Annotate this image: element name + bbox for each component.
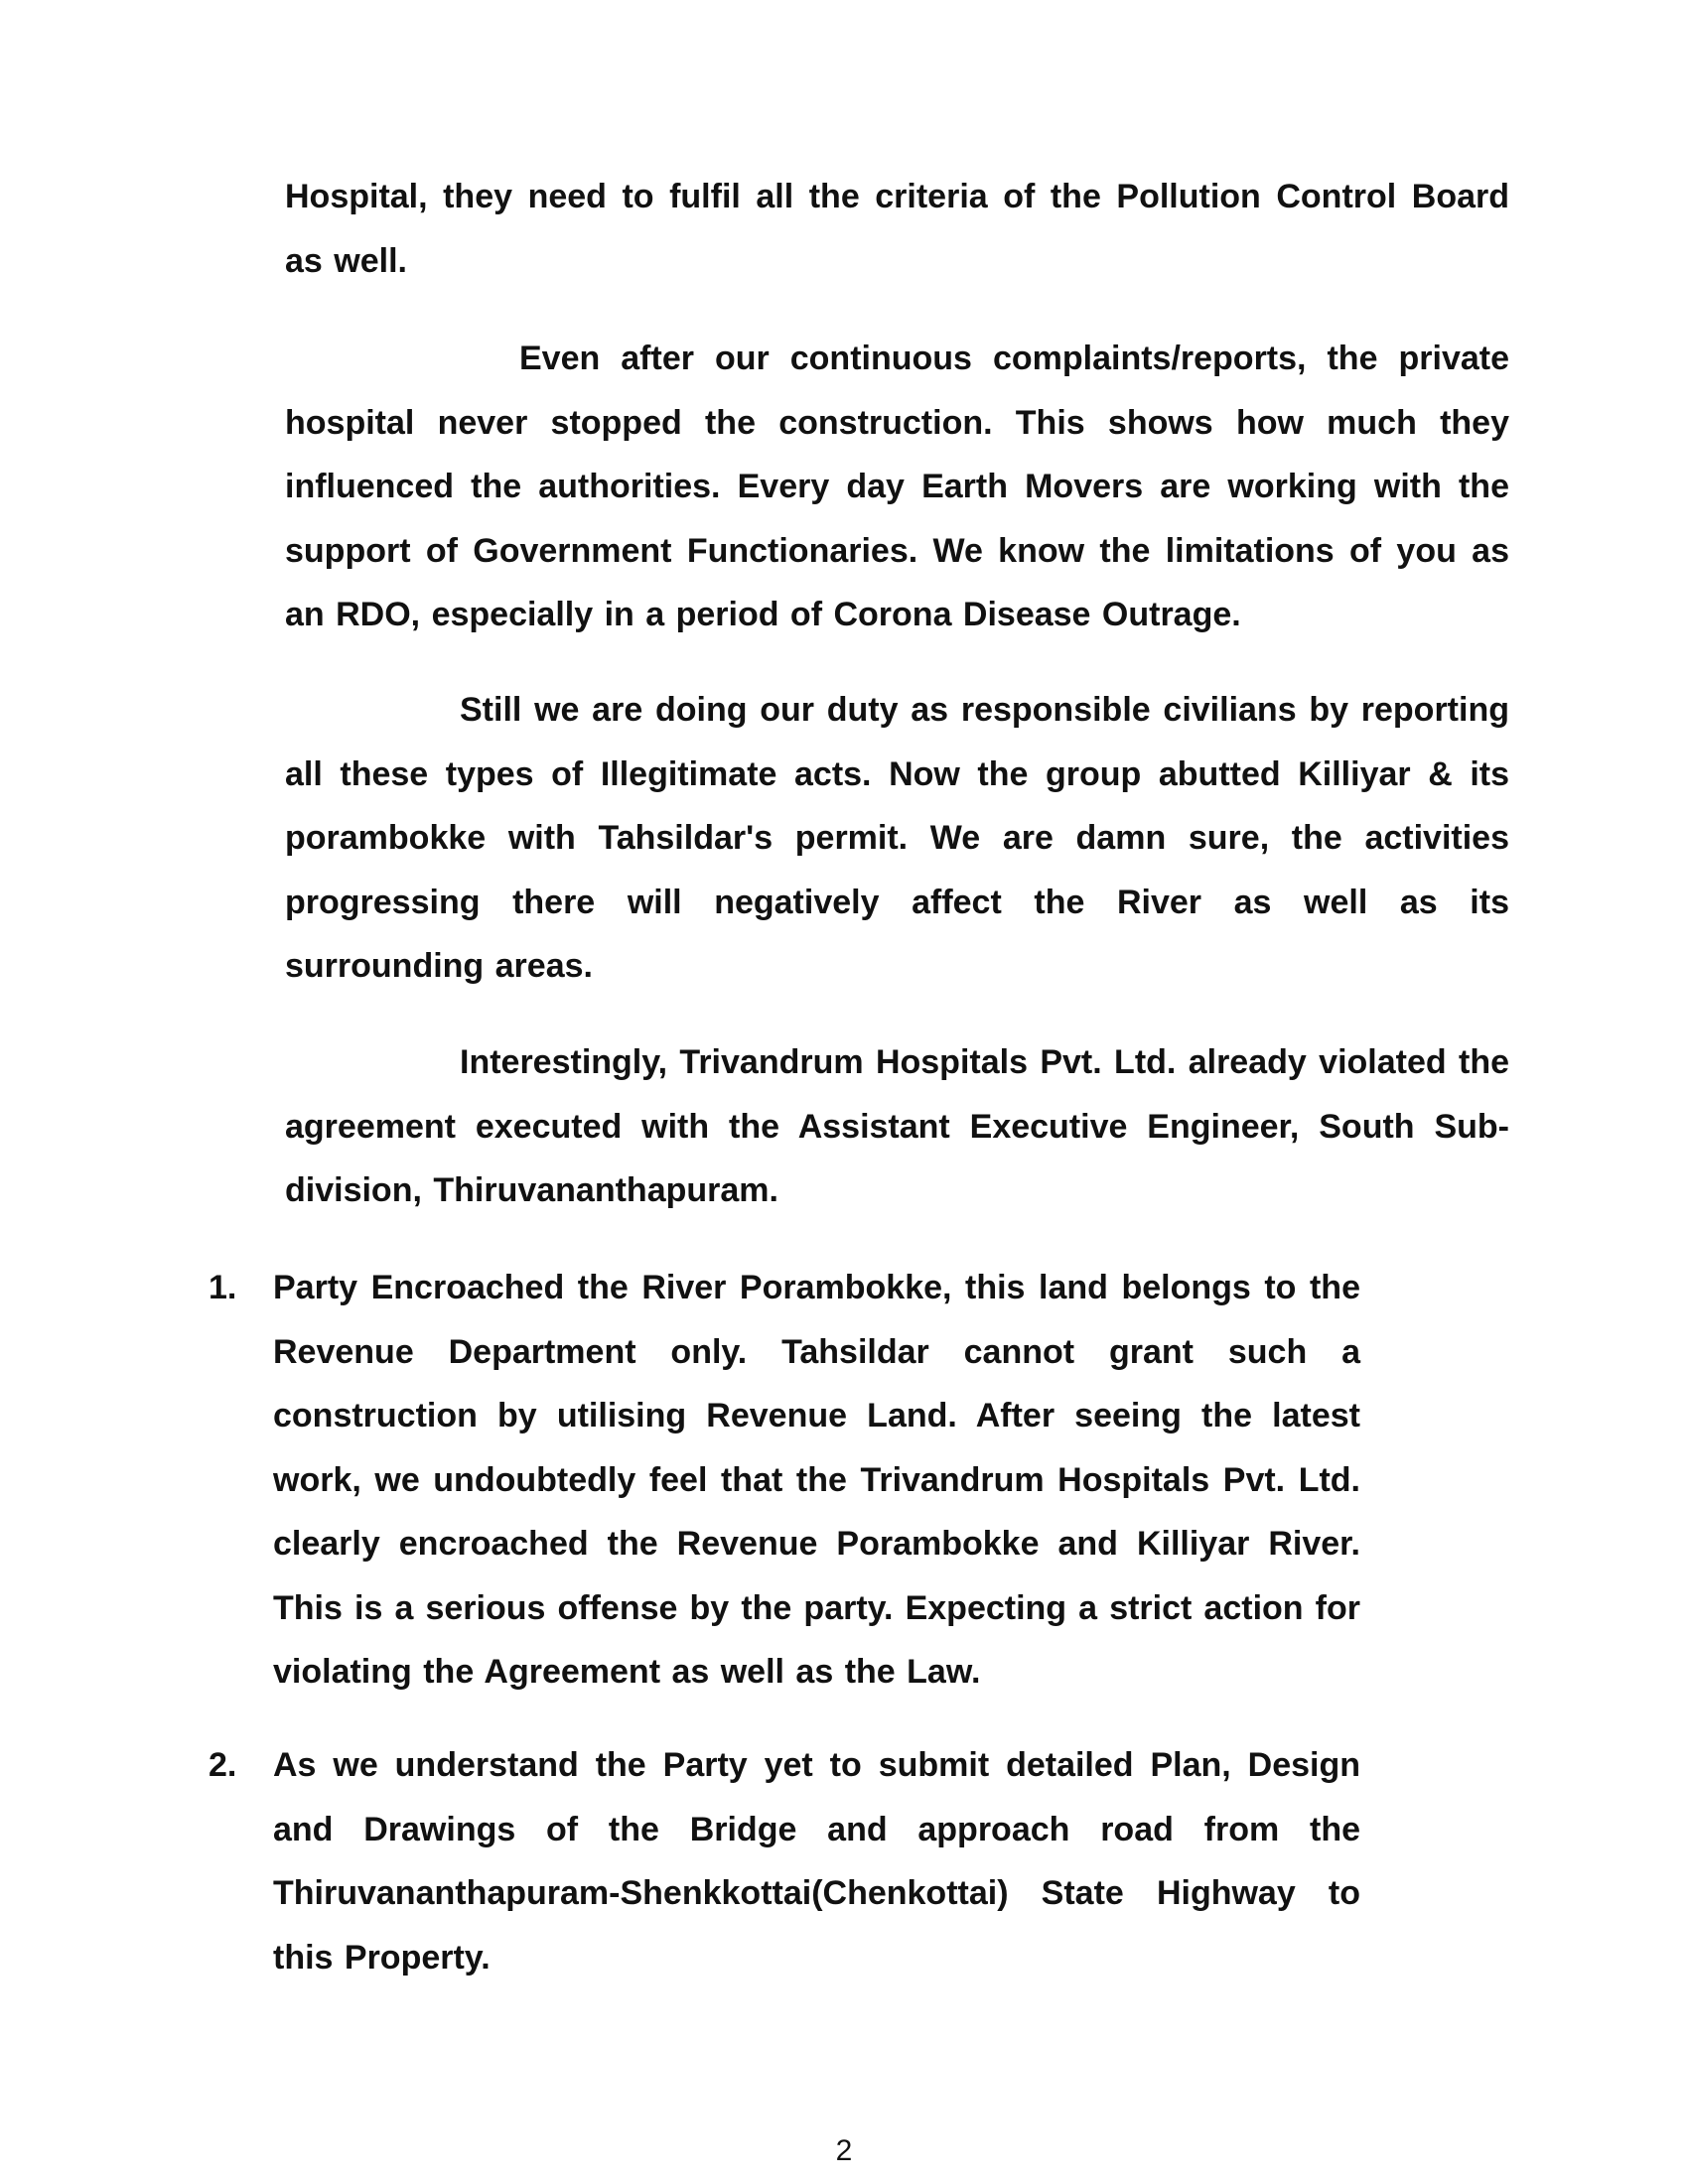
paragraph-continuous-complaints: Even after our continuous complaints/reports, the private hospital never stopped the construction. This shows how much they influenced the authorities. Every day Earth Movers are working with the support of Government Functionaries. We know the limitations of you as an RDO, especially in a period of Corona Disease Outrage.	[285, 340, 1509, 633]
list-item-number: 2.	[209, 1746, 237, 1784]
paragraph-responsible-civilians: Still we are doing our duty as responsible civilians by reporting all these types of Illegitimate acts. Now the group abutted Killiyar & its porambokke with Tahsildar's permit. We are damn sure, the activities progressing there will negatively affect the River as well as its surrounding areas.	[285, 691, 1509, 985]
list-item-text: Party Encroached the River Porambokke, this land belongs to the Revenue Department only. Tahsildar cannot grant such a construction by utilising Revenue Land. After seeing the latest work, we undoubtedly feel that the Trivandrum Hospitals Pvt. Ltd. clearly encroached the Revenue Porambokke and Killiyar River. This is a serious offense by the party. Expecting a strict action for violating the Agreement as well as the Law.	[273, 1269, 1360, 1691]
paragraph-agreement-violation: Interestingly, Trivandrum Hospitals Pvt. Ltd. already violated the agreement executed with the Assistant Executive Engineer, South Sub-division, Thiruvananthapuram.	[285, 1043, 1509, 1209]
list-item-number: 1.	[209, 1269, 237, 1306]
page-number: 2	[835, 2134, 853, 2167]
list-item-text: As we understand the Party yet to submit detailed Plan, Design and Drawings of the Bridge and approach road from the Thiruvananthapuram-Shenkkottai(Chenkottai) State Highway to this Property.	[273, 1746, 1360, 1977]
paragraph-hospital-criteria: Hospital, they need to fulfil all the criteria of the Pollution Control Board as well.	[285, 178, 1509, 280]
